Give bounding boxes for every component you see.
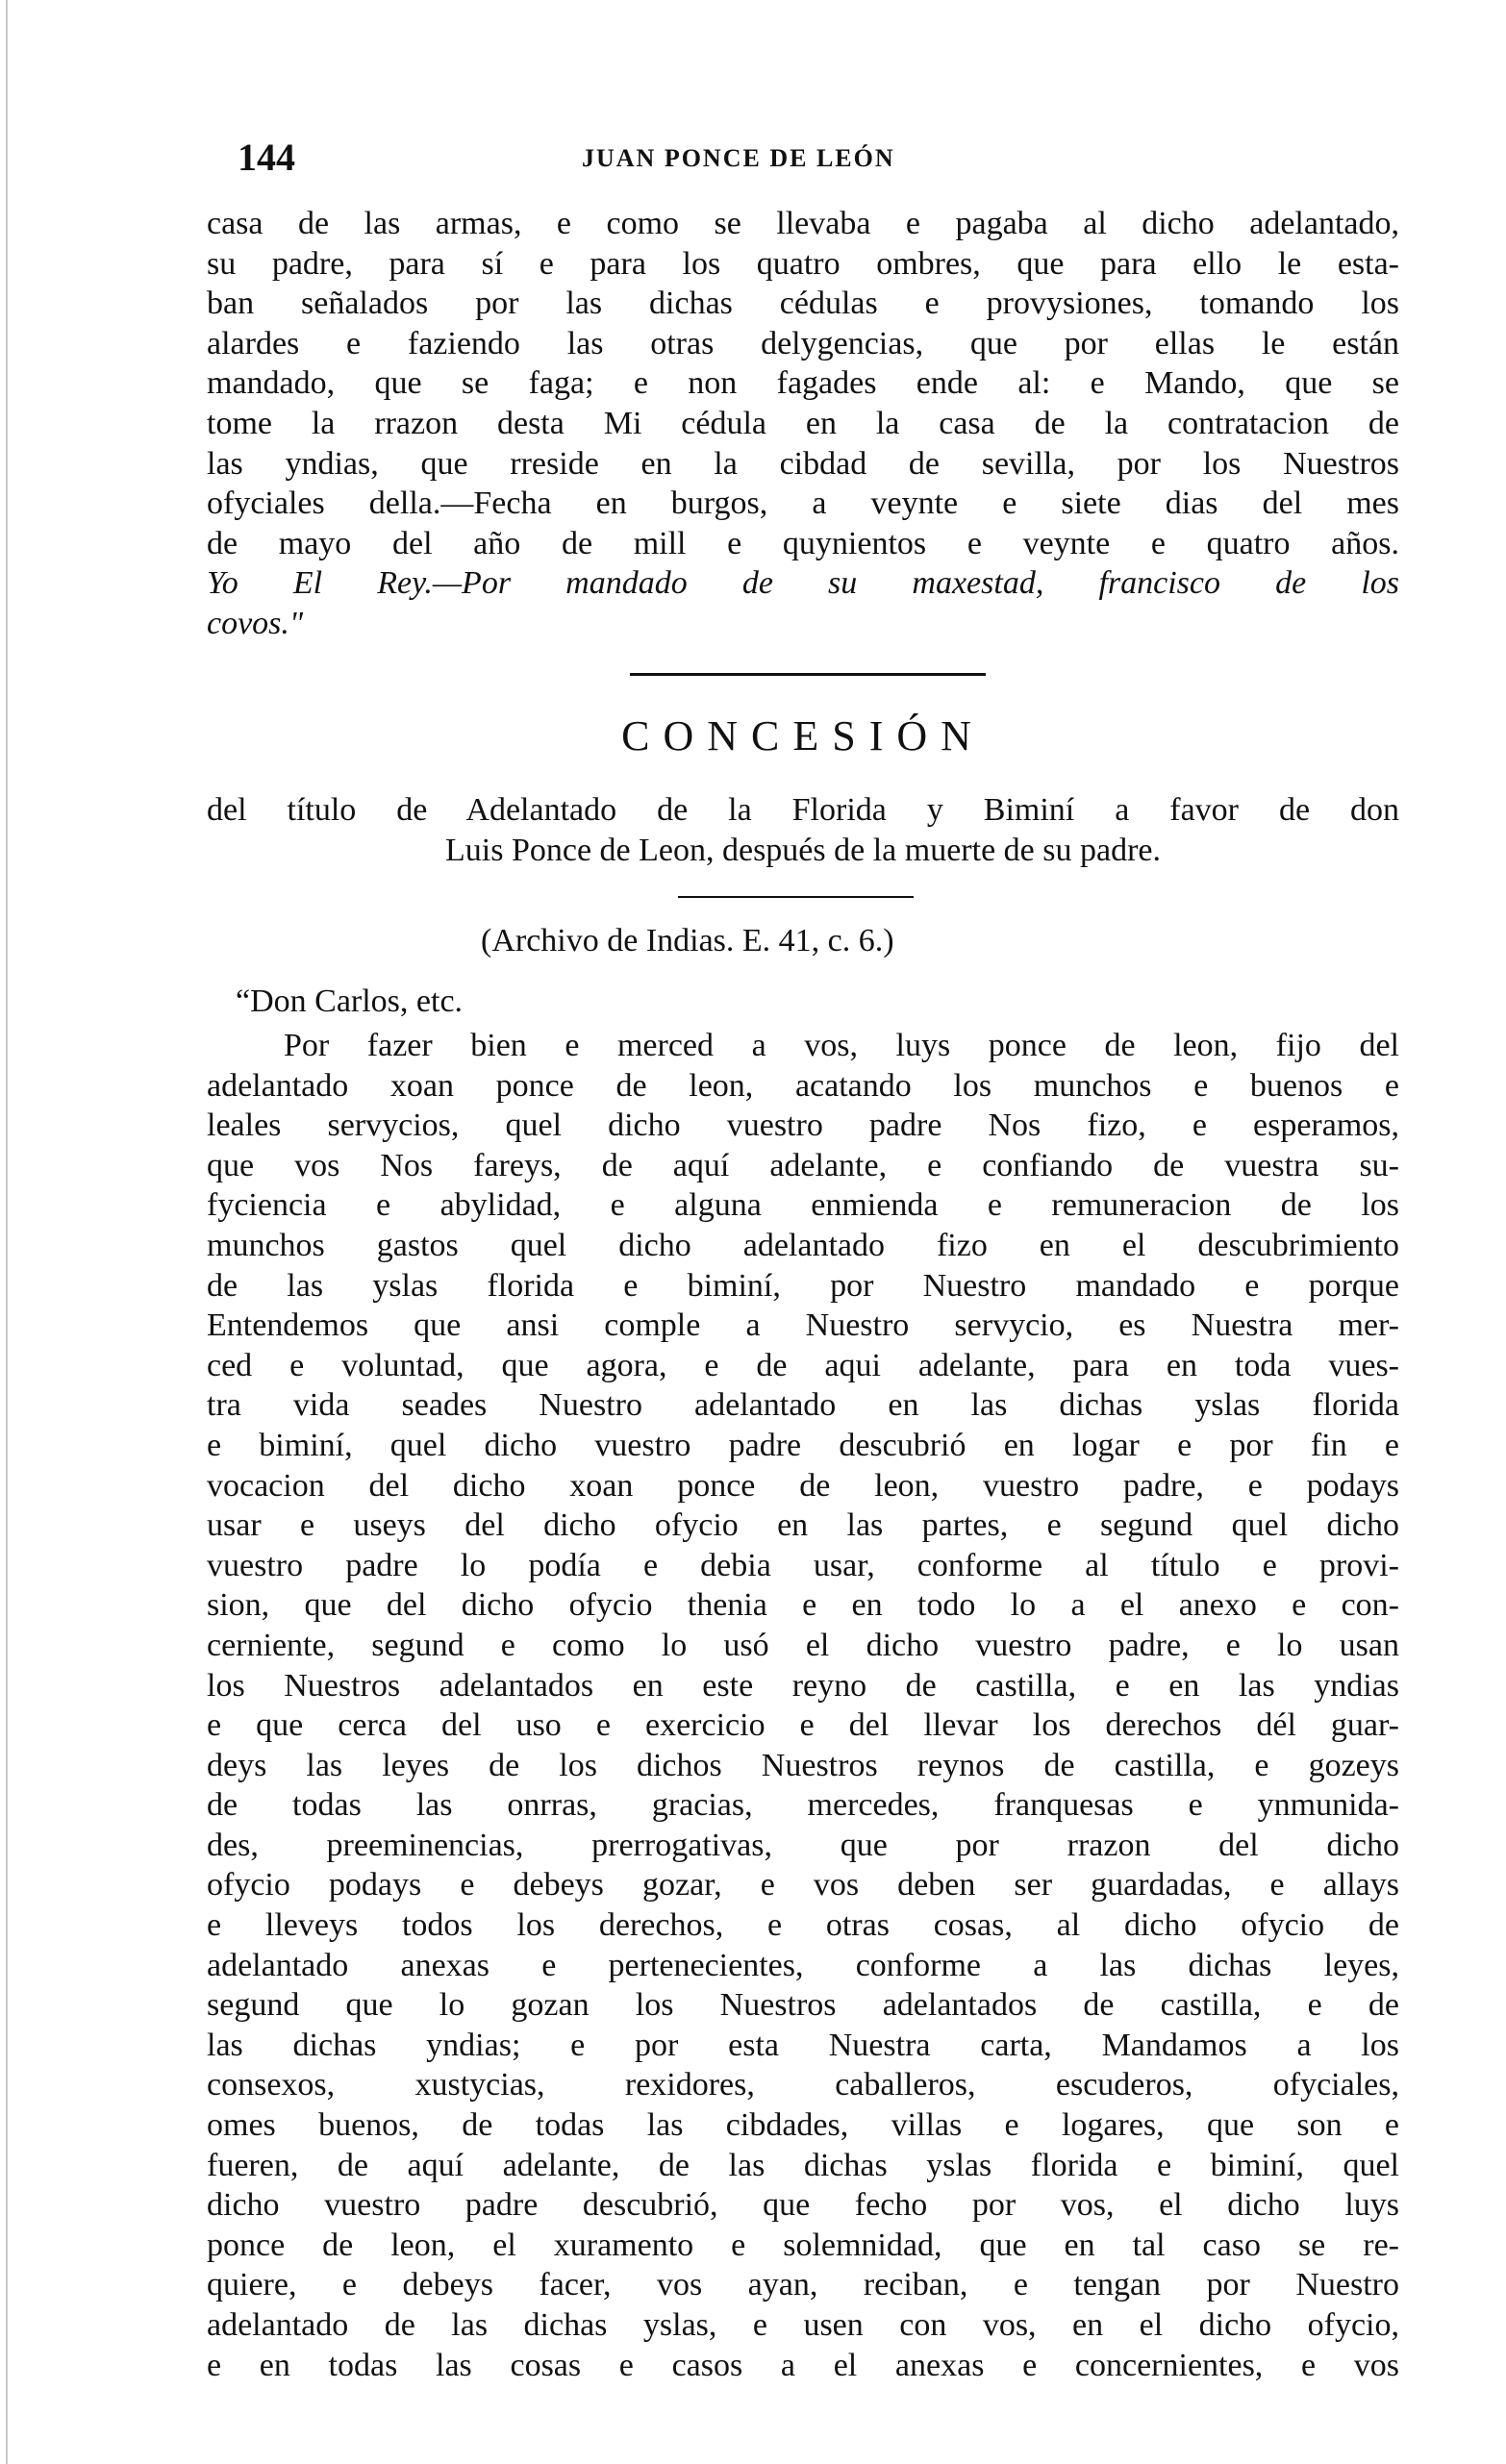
text-line: las dichas yndias; e por esta Nuestra carta, Mandamos a los (207, 2027, 1399, 2063)
text-line: Por fazer bien e merced a vos, luys ponce de leon, fijo del (284, 1028, 1399, 1063)
text-line: des, preeminencias, prerrogativas, que por rrazon del dicho (207, 1827, 1399, 1863)
text-line: segund que lo gozan los Nuestros adelantados de castilla, e de (207, 1987, 1399, 2024)
text-line: de las yslas florida e biminí, por Nuestro mandado e porque (207, 1267, 1399, 1304)
text-line: Yo El Rey.—Por mandado de su maxestad, francisco de los (207, 565, 1399, 602)
text-line: leales servycios, quel dicho vuestro padre Nos fizo, e esperamos, (207, 1108, 1399, 1144)
text-line: tra vida seades Nuestro adelantado en las dichas yslas florida (207, 1387, 1399, 1424)
section-subtitle (207, 790, 1399, 871)
text-line: tome la rrazon desta Mi cédula en la casa de la contratacion de (207, 405, 1399, 441)
text-line: ofycio podays e debeys gozar, e vos deben ser guardadas, e allays (207, 1867, 1399, 1904)
text-line: e que cerca del uso e exercicio e del llevar los derechos dél guar- (207, 1707, 1399, 1744)
running-head: JUAN PONCE DE LEÓN (582, 144, 895, 172)
text-line: consexos, xustycias, rexidores, caballeros, escuderos, ofyciales, (207, 2067, 1399, 2103)
text-line: mandado, que se faga; e non fagades ende al: e Mando, que se (207, 365, 1399, 402)
text-line: ofyciales della.—Fecha en burgos, a veynte e siete dias del mes (207, 485, 1399, 522)
text-line: usar e useys del dicho ofycio en las partes, e segund quel dicho (207, 1507, 1399, 1544)
page-header (207, 135, 1399, 192)
text-line: omes buenos, de todas las cibdades, villas e logares, que son e (207, 2107, 1399, 2144)
text-line: Entendemos que ansi comple a Nuestro servycio, es Nuestra mer- (207, 1307, 1399, 1344)
page-number: 144 (238, 136, 295, 179)
text-line: casa de las armas, e como se llevaba e pagaba al dicho adelantado, (207, 206, 1399, 241)
text-line: adelantado de las dichas yslas, e usen con vos, en el dicho ofycio, (207, 2307, 1399, 2343)
text-line: su padre, para sí e para los quatro ombres, que para ello le esta- (207, 245, 1399, 282)
text-line: quiere, e debeys facer, vos ayan, reciban, e tengan por Nuestro (207, 2267, 1399, 2303)
text-line: dicho vuestro padre descubrió, que fecho por vos, el dicho luys (207, 2187, 1399, 2224)
text-line: adelantado anexas e pertenecientes, conforme a las dichas leyes, (207, 1947, 1399, 1983)
text-line: fueren, de aquí adelante, de las dichas yslas florida e biminí, quel (207, 2147, 1399, 2183)
text-line: vuestro padre lo podía e debia usar, conforme al título e provi- (207, 1547, 1399, 1583)
text-line: e biminí, quel dicho vuestro padre descubrió en logar e por fin e (207, 1427, 1399, 1463)
text-line: los Nuestros adelantados en este reyno de castilla, e en las yndias (207, 1667, 1399, 1704)
text-line: e en todas las cosas e casos a el anexas e concernientes, e vos (207, 2347, 1399, 2383)
text-line: que vos Nos fareys, de aquí adelante, e confiando de vuestra su- (207, 1147, 1399, 1183)
text-line: covos." (207, 605, 304, 641)
text-line: sion, que del dicho ofycio thenia e en todo lo a el anexo e con- (207, 1587, 1399, 1624)
text-line: munchos gastos quel dicho adelantado fizo en el descubrimiento (207, 1227, 1399, 1263)
text-line: adelantado xoan ponce de leon, acatando los munchos e buenos e (207, 1067, 1399, 1104)
archive-reference: (Archivo de Indias. E. 41, c. 6.) (481, 923, 894, 958)
subtitle-divider (678, 896, 914, 898)
scan-edge-line (6, 0, 8, 2464)
text-line: cerniente, segund e como lo usó el dicho vuestro padre, e lo usan (207, 1627, 1399, 1663)
salutation: “Don Carlos, etc. (236, 983, 464, 1019)
text-line: de mayo del año de mill e quynientos e veynte e quatro años. (207, 525, 1399, 561)
subtitle-line: del título de Adelantado de la Florida y Biminí a favor de don (207, 792, 1399, 828)
text-line: vocacion del dicho xoan ponce de leon, vuestro padre, e podays (207, 1467, 1399, 1504)
text-line: deys las leyes de los dichos Nuestros reynos de castilla, e gozeys (207, 1747, 1399, 1783)
section-title: CONCESIÓN (621, 712, 985, 759)
text-line: ced e voluntad, que agora, e de aqui adelante, para en toda vues- (207, 1347, 1399, 1383)
text-line: ponce de leon, el xuramento e solemnidad, que en tal caso se re- (207, 2227, 1399, 2263)
subtitle-line: Luis Ponce de Leon, después de la muerte de su padre. (445, 833, 1161, 868)
text-line: fyciencia e abylidad, e alguna enmienda e remuneracion de los (207, 1187, 1399, 1224)
text-line: de todas las onrras, gracias, mercedes, franquesas e ynmunida- (207, 1787, 1399, 1824)
text-line: alardes e faziendo las otras delygencias, que por ellas le están (207, 325, 1399, 361)
top-paragraph (207, 204, 1399, 644)
section-divider (630, 673, 986, 676)
text-line: ban señalados por las dichas cédulas e provysiones, tomando los (207, 286, 1399, 322)
text-line: las yndias, que rreside en la cibdad de sevilla, por los Nuestros (207, 445, 1399, 482)
body-paragraph (207, 1026, 1399, 2385)
text-line: e lleveys todos los derechos, e otras cosas, al dicho ofycio de (207, 1907, 1399, 1944)
